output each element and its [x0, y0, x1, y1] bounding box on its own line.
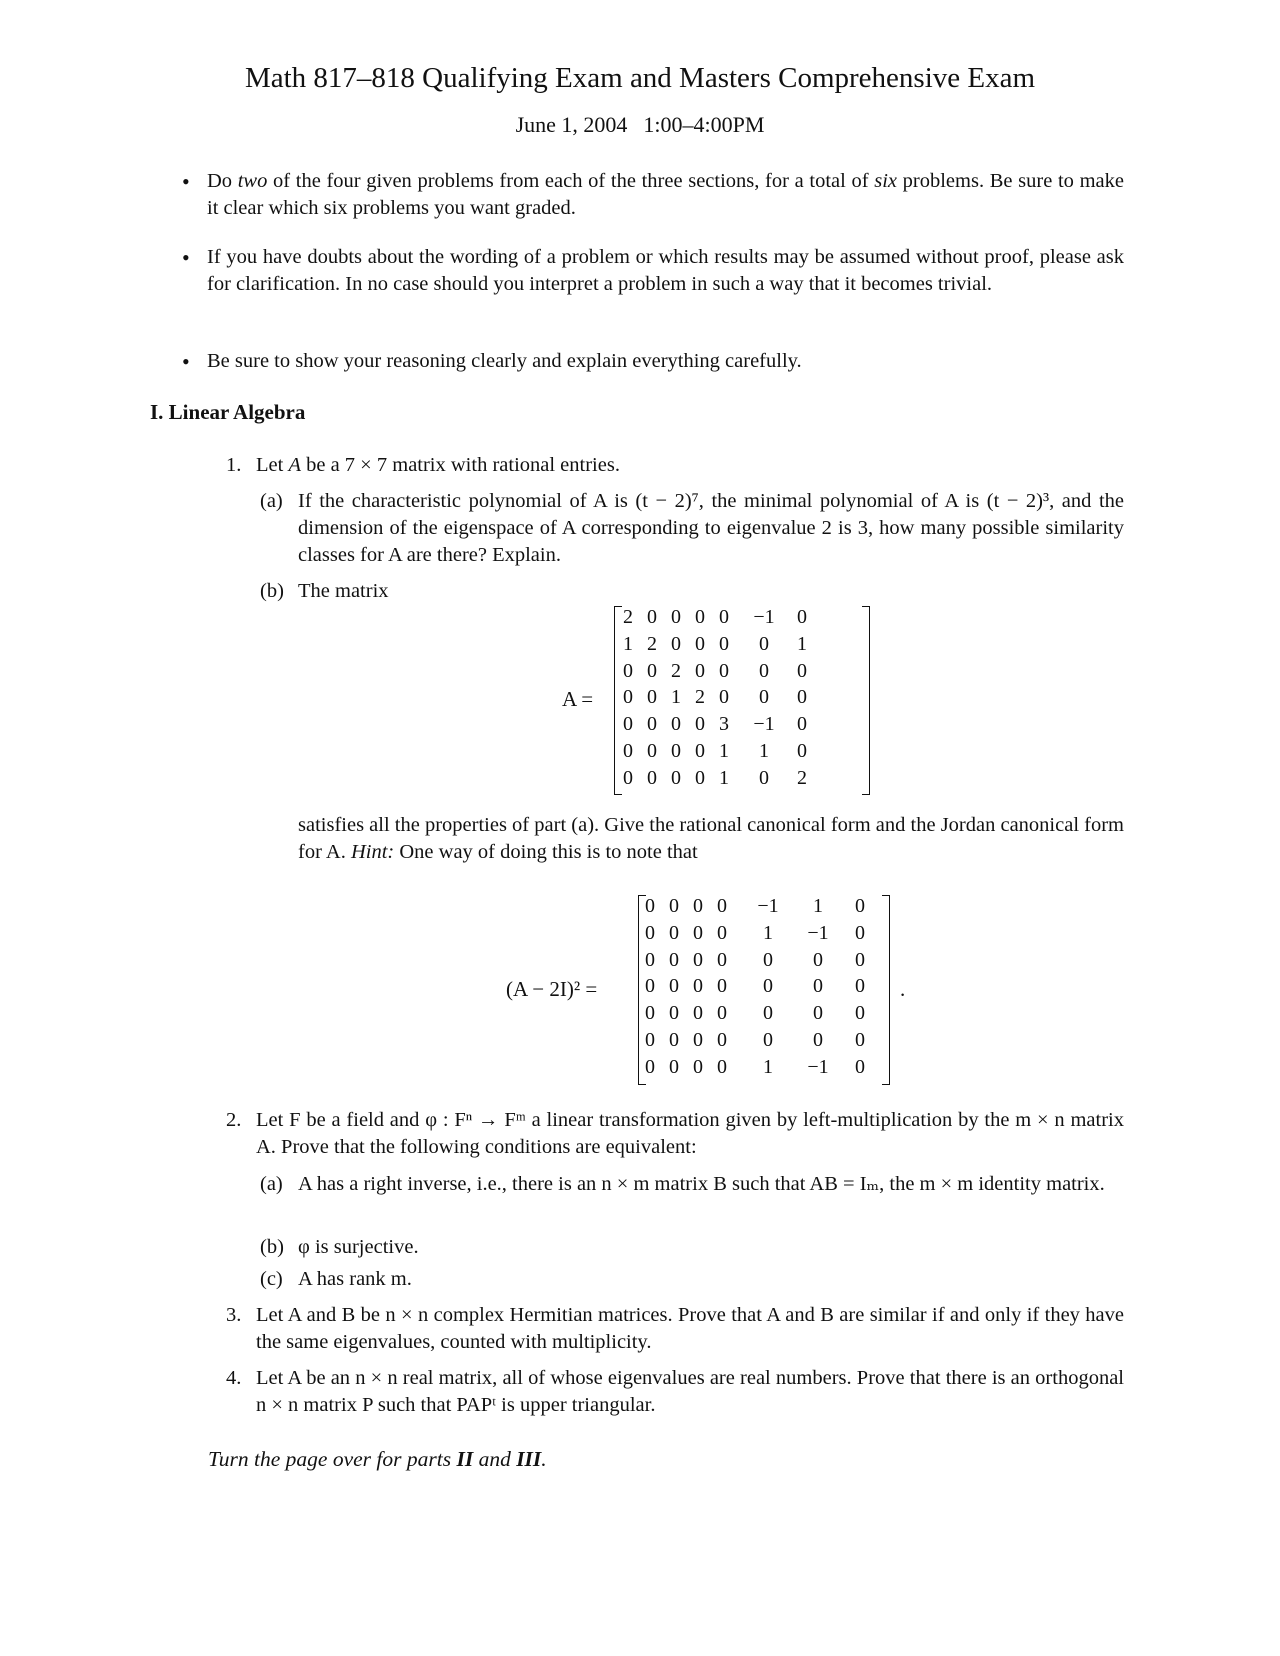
exam-time: 1:00–4:00PM [643, 112, 765, 137]
matrix-cell: 0 [717, 948, 727, 971]
matrix-cell: 0 [717, 1055, 727, 1078]
matrix-cell: 0 [763, 1029, 773, 1051]
matrix-cell: 0 [669, 1029, 679, 1051]
matrix-cell: 0 [797, 686, 807, 709]
problem-2a-text: A has a right inverse, i.e., there is an n × m matrix B such that AB = Iₘ, the m × m identity matrix. [298, 1173, 1105, 1195]
matrix-cell: 0 [719, 659, 729, 682]
matrix-cell: 0 [695, 606, 705, 628]
matrix-cell: 0 [645, 948, 655, 971]
matrix-cell: 0 [797, 606, 807, 628]
matrix-cell: 0 [647, 713, 657, 736]
matrix-cell: 0 [647, 659, 657, 682]
right-bracket [882, 895, 890, 1085]
matrix-cell: 0 [717, 1029, 727, 1051]
matrix-cell: 0 [695, 766, 705, 789]
problem-1b-label: (b) [260, 580, 284, 602]
matrix-cell: 1 [719, 740, 729, 762]
matrix-cell: 0 [623, 686, 633, 709]
problem-2a-label: (a) [260, 1173, 283, 1195]
matrix-cell: 2 [695, 686, 705, 709]
matrix-cell: 0 [647, 686, 657, 709]
matrix-cell: 0 [669, 948, 679, 971]
matrix-cell: 0 [693, 895, 703, 917]
matrix-a2-period: . [900, 977, 906, 1001]
matrix-cell: 2 [623, 606, 633, 628]
problem-3-number: 3. [226, 1304, 242, 1326]
matrix-cell: 0 [813, 948, 823, 971]
matrix-cell: 0 [669, 1002, 679, 1025]
matrix-cell: −1 [753, 713, 775, 736]
matrix-cell: 1 [671, 686, 681, 709]
exam-datetime [0, 112, 1280, 138]
matrix-cell: 0 [855, 921, 865, 944]
matrix-cell: 3 [719, 713, 729, 736]
matrix-cell: 0 [763, 975, 773, 998]
problem-2-number: 2. [226, 1109, 242, 1131]
matrix-cell: 1 [759, 740, 769, 762]
matrix-cell: 0 [763, 948, 773, 971]
matrix-cell: −1 [807, 921, 829, 944]
matrix-cell: 2 [797, 766, 807, 789]
matrix-cell: 1 [763, 921, 773, 944]
matrix-cell: 0 [695, 659, 705, 682]
problem-1-number: 1. [226, 454, 242, 476]
right-bracket [862, 606, 870, 795]
matrix-cell: 0 [645, 975, 655, 998]
problem-3-text: Let A and B be n × n complex Hermitian matrices. Prove that A and B are similar if and only if they have the same eigenvalues, counted with multiplicity. [256, 1304, 1124, 1353]
matrix-cell: 0 [855, 1029, 865, 1051]
matrix-cell: 0 [623, 713, 633, 736]
matrix-cell: 1 [719, 766, 729, 789]
matrix-cell: 0 [645, 921, 655, 944]
matrix-cell: 1 [797, 632, 807, 655]
matrix-cell: 0 [647, 766, 657, 789]
matrix-cell: 0 [855, 948, 865, 971]
problem-1b-text: The matrix [298, 580, 389, 602]
matrix-cell: 0 [671, 740, 681, 762]
matrix-a2-label: (A − 2I)² = [506, 977, 598, 1001]
matrix-cell: 0 [855, 895, 865, 917]
matrix-cell: 0 [813, 975, 823, 998]
problem-1a-label: (a) [260, 490, 283, 512]
problem-1b-after: satisfies all the properties of part (a). Give the rational canonical form and the Jordan canonical form for A. Hint: One way of doing this is to note that [298, 814, 1124, 863]
matrix-cell: 0 [797, 740, 807, 762]
matrix-cell: 0 [695, 740, 705, 762]
matrix-cell: 0 [645, 1029, 655, 1051]
matrix-cell: 0 [623, 766, 633, 789]
matrix-cell: 0 [671, 713, 681, 736]
matrix-cell: 0 [759, 659, 769, 682]
bullet-icon: • [182, 169, 190, 194]
exam-title: Math 817–818 Qualifying Exam and Masters Comprehensive Exam [244, 62, 1036, 94]
matrix-cell: 0 [645, 895, 655, 917]
matrix-cell: 0 [717, 921, 727, 944]
matrix-cell: 0 [717, 975, 727, 998]
problem-2b-text: φ is surjective. [298, 1236, 419, 1258]
matrix-cell: 0 [623, 740, 633, 762]
problem-4-text: Let A be an n × n real matrix, all of whose eigenvalues are real numbers. Prove that there is an orthogonal n × n matrix P such that PAPᵗ is upper triangular. [256, 1367, 1124, 1416]
problem-2-text: Let F be a field and φ : Fⁿ → Fᵐ a linear transformation given by left-multiplication by the m × n matrix A. Prove that the following conditions are equivalent: [256, 1109, 1124, 1158]
matrix-cell: 0 [717, 895, 727, 917]
footer-note: Turn the page over for parts II and III. [208, 1447, 547, 1471]
matrix-cell: 0 [645, 1055, 655, 1078]
matrix-cell: 0 [797, 659, 807, 682]
matrix-cell: 0 [669, 921, 679, 944]
matrix-cell: 1 [813, 895, 823, 917]
matrix-cell: 0 [719, 632, 729, 655]
matrix-cell: 0 [623, 659, 633, 682]
matrix-cell: 0 [669, 1055, 679, 1078]
bullet-icon: • [182, 245, 190, 270]
matrix-cell: 0 [671, 632, 681, 655]
matrix-cell: 0 [693, 921, 703, 944]
matrix-cell: 0 [693, 1029, 703, 1051]
matrix-cell: 0 [813, 1029, 823, 1051]
matrix-cell: 0 [719, 686, 729, 709]
instruction-3: Be sure to show your reasoning clearly and explain everything carefully. [207, 350, 802, 372]
matrix-cell: 0 [797, 713, 807, 736]
matrix-cell: 0 [855, 975, 865, 998]
matrix-cell: 1 [623, 632, 633, 655]
section-heading: I. Linear Algebra [150, 400, 306, 424]
matrix-cell: 0 [669, 975, 679, 998]
problem-2b-label: (b) [260, 1236, 284, 1258]
problem-1-stem: Let A be a 7 × 7 matrix with rational entries. [256, 454, 620, 476]
matrix-cell: −1 [757, 895, 779, 917]
matrix-cell: 0 [693, 948, 703, 971]
matrix-cell: 0 [813, 1002, 823, 1025]
matrix-cell: 2 [647, 632, 657, 655]
matrix-cell: 0 [647, 740, 657, 762]
matrix-cell: 0 [759, 632, 769, 655]
matrix-cell: 0 [763, 1002, 773, 1025]
matrix-a-label: A = [562, 687, 594, 711]
matrix-cell: −1 [753, 606, 775, 628]
matrix-cell: 0 [645, 1002, 655, 1025]
matrix-cell: 0 [693, 1002, 703, 1025]
instruction-2: If you have doubts about the wording of a problem or which results may be assumed without proof, please ask for clarification. In no case should you interpret a problem in such a way that it becomes trivial. [207, 246, 1124, 295]
matrix-cell: −1 [807, 1055, 829, 1078]
bullet-icon: • [182, 349, 190, 374]
matrix-cell: 0 [693, 1055, 703, 1078]
instruction-1: Do two of the four given problems from each of the three sections, for a total of six problems. Be sure to make it clear which six problems you want graded. [207, 170, 1124, 219]
matrix-cell: 1 [763, 1055, 773, 1078]
matrix-cell: 0 [671, 606, 681, 628]
matrix-cell: 0 [693, 975, 703, 998]
matrix-cell: 0 [759, 766, 769, 789]
problem-4-number: 4. [226, 1367, 242, 1389]
matrix-cell: 2 [671, 659, 681, 682]
matrix-cell: 0 [647, 606, 657, 628]
matrix-cell: 0 [669, 895, 679, 917]
matrix-cell: 0 [717, 1002, 727, 1025]
matrix-cell: 0 [695, 713, 705, 736]
matrix-cell: 0 [855, 1002, 865, 1025]
matrix-cell: 0 [695, 632, 705, 655]
problem-2c-text: A has rank m. [298, 1268, 412, 1290]
matrix-cell: 0 [759, 686, 769, 709]
matrix-cell: 0 [719, 606, 729, 628]
matrix-a2 [638, 893, 890, 1085]
matrix-a [614, 604, 870, 795]
exam-date: June 1, 2004 [515, 112, 628, 137]
matrix-cell: 0 [855, 1055, 865, 1078]
problem-1a-text: If the characteristic polynomial of A is (t − 2)⁷, the minimal polynomial of A is (t − 2)³, and the dimension of the eigenspace of A corresponding to eigenvalue 2 is 3, how many possible similarity classes for A are there? Explain. [298, 490, 1124, 566]
matrix-cell: 0 [671, 766, 681, 789]
problem-2c-label: (c) [260, 1268, 283, 1290]
